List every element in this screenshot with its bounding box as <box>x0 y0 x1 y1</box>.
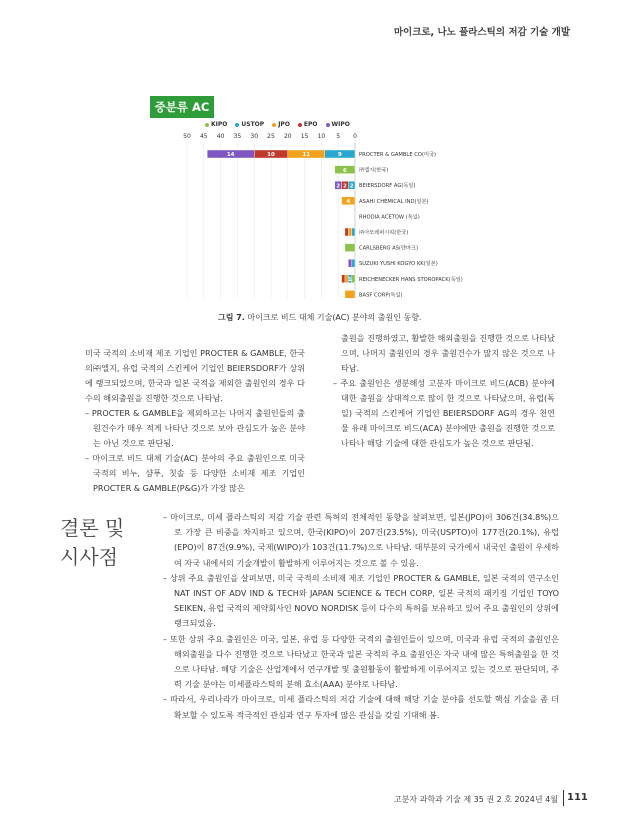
bar-segment <box>348 228 351 236</box>
bar-value-label: 2 <box>343 183 347 190</box>
bar-segment <box>352 259 355 267</box>
legend-label: USTOP <box>241 121 265 128</box>
applicant-label: SUZUKI YUSHI KOGYO KK(일본) <box>359 261 438 268</box>
bar-value-label: 2 <box>349 183 354 190</box>
applicant-label: BEIERSDORF AG(독일) <box>359 183 416 190</box>
figure-caption-text: 마이크로 비드 대체 기술(AC) 분야의 출원인 동향. <box>247 313 422 322</box>
footer-journal: 고분자 과학과 기술 제 35 권 2 호 2024년 4월 <box>393 795 558 804</box>
applicant-label: RHODIA ACETOW (독일) <box>359 214 420 221</box>
bar-value-label: 14 <box>226 152 235 159</box>
applicant-bar-chart <box>175 128 465 298</box>
axis-tick-label: 40 <box>216 133 225 140</box>
bar-value-label: 4 <box>346 199 351 205</box>
page-number: 111 <box>567 792 588 803</box>
section-title-line: 결론 및 <box>60 516 125 540</box>
figure-badge: 중분류 AC <box>150 96 214 118</box>
applicant-label: ASAHI CHEMICAL IND(일본) <box>359 198 429 205</box>
axis-tick-label: 45 <box>199 133 208 140</box>
right-text-column <box>333 331 555 451</box>
bar-value-label: 10 <box>267 152 275 159</box>
legend-label: EPO <box>303 121 318 128</box>
bar-segment <box>348 259 351 267</box>
legend-item <box>298 121 318 128</box>
paragraph: 미국 국적의 소비재 제조 기업인 PROCTER & GAMBLE, 한국의㈜엘지, 유럽 국적의 스킨케어 기업인 BEIERSDORF가 상위에 랭크되었으며, 한국과 일본 국적을 제외한 출원인의 경우 다수의 해외출원을 진행한 것으로 나타남. <box>85 348 305 403</box>
bar-value-label: 6 <box>343 167 347 174</box>
axis-tick-label: 10 <box>317 133 326 140</box>
legend-item <box>272 121 290 128</box>
bar-value-label: 9 <box>337 152 342 159</box>
left-text-column <box>85 346 305 496</box>
bar-value-label: 2 <box>336 183 341 190</box>
legend-dot-icon <box>298 123 302 127</box>
applicant-label: REICHENECKER HANS STOROPACK(독일) <box>359 276 463 283</box>
applicant-label: PROCTER & GAMBLE CO(미국) <box>359 152 437 158</box>
legend-dot-icon <box>326 123 330 127</box>
section-title <box>60 514 124 572</box>
bar-segment <box>352 275 355 283</box>
figure-caption <box>218 312 421 323</box>
bar-segment <box>342 275 345 283</box>
applicant-label: BASF CORP(독일) <box>359 292 403 298</box>
bar-segment <box>345 244 355 252</box>
legend-dot-icon <box>272 123 276 127</box>
conclusion-text <box>163 510 559 723</box>
conclusion-bullet: – 따라서, 우리나라가 마이크로, 미세 플라스틱의 저감 기술에 대해 해당 기술 분야를 선도할 핵심 기술을 좀 더 확보할 수 있도록 적극적인 관심과 연구 투자에 많은 관심을 갖길 기대해 봄. <box>163 694 559 720</box>
legend-dot-icon <box>235 123 239 127</box>
applicant-label: ㈜엘지(한국) <box>359 167 389 174</box>
conclusion-bullet: – 또한 상위 주요 출원인은 미국, 일본, 유럽 등 다양한 국적의 출원인들이 있으며, 미국과 유럽 국적의 출원인은 해외출원을 다수 진행한 것으로 나타났고 한국과 일본 국적의 주요 출원인은 자국 내에 많은 특허출원을 한 것으로 나타남. 해당 기술은 산업계에서 연구개발 및 출원활동이 활발하게 이루어지고 있는 것으로 판단되며, 주력 기술 분야는 미세플라스틱의 분해 효소(AAA) 분야로 나타남. <box>163 633 559 690</box>
paragraph: 출원을 진행하였고, 활발한 해외출원을 진행한 것으로 나타났으며, 나머지 출원인의 경우 출원건수가 많지 않은 것으로 나타남. <box>341 333 555 373</box>
axis-tick-label: 35 <box>233 133 242 140</box>
legend-item <box>326 121 350 128</box>
axis-tick-label: 30 <box>250 133 259 140</box>
section-title-line: 시사점 <box>60 545 118 569</box>
bar-segment <box>352 228 355 236</box>
bar-segment <box>345 290 355 298</box>
axis-tick-label: 15 <box>300 133 309 140</box>
applicant-label: ㈜아모레퍼시픽(한국) <box>359 230 409 236</box>
legend-label: WIPO <box>331 121 350 128</box>
applicant-label: CARLSBERG AS(덴마크) <box>359 245 418 252</box>
axis-tick-label: 25 <box>267 133 275 140</box>
axis-tick-label: 50 <box>183 133 191 140</box>
running-header: 마이크로, 나노 플라스틱의 저감 기술 개발 <box>393 27 570 38</box>
axis-tick-label: 5 <box>336 133 341 140</box>
bullet-paragraph: – 주요 출원인은 생분해성 고분자 마이크로 비드(ACB) 분야에 대한 출원을 상대적으로 많이 한 것으로 나타났으며, 유럽(독일) 국적의 스킨케어 기업인 BEIERSDORF AG의 경우 천연물 유래 마이크로 비드(ACA) 분야에만 출원을 진행한 것으로 나타나 해당 기술에 대한 관심도가 높은 것으로 판단됨. <box>333 378 555 448</box>
bar-value-label: 11 <box>302 152 311 159</box>
legend-label: JPO <box>278 121 290 128</box>
figure-caption-label: 그림 7. <box>218 313 245 322</box>
legend-dot-icon <box>205 123 209 127</box>
legend-item <box>205 121 227 128</box>
legend-label: KIPO <box>211 121 228 128</box>
conclusion-bullet: – 상위 주요 출원인을 살펴보면, 미국 국적의 소비재 제조 기업인 PROCTER & GAMBLE, 일본 국적의 연구소인 NAT INST OF ADV IND & TECH와 JAPAN SCIENCE & TECH CORP, 일본 국적의 패키징 기업인 TOYO SEIKEN, 유럽 국적의 제약회사인 NOVO NORDISK 등이 다수의 특허를 보유하고 있어 주요 출원인의 상위에 랭크되었음. <box>163 572 559 629</box>
bar-value-label: 1 <box>348 277 352 283</box>
legend-item <box>235 121 264 128</box>
axis-tick-label: 20 <box>283 133 292 140</box>
axis-tick-label: 0 <box>353 133 357 140</box>
footer-divider <box>563 790 564 806</box>
conclusion-bullet: – 마이크로, 미세 플라스틱의 저감 기술 관련 특허의 전체적인 동향을 살펴보면, 일본(JPO)이 306건(34.8%)으로 가장 큰 비중을 차지하고 있으며, 한국(KIPO)이 207건(23.5%), 미국(USPTO)이 177건(20.1%), 유럽(EPO)이 87건(9.9%), 국제(WIPO)가 103건(11.7%)으로 나타남. 대부분의 국가에서 내국인 출원이 우세하여 자국 내에서의 기술개발이 활발하게 이루어지는 것으로 볼 수 있음. <box>163 512 559 568</box>
bar-segment <box>345 228 348 236</box>
bullet-paragraph: – PROCTER & GAMBLE을 제외하고는 나머지 출원인들의 출원건수가 매우 적게 나타난 것으로 보아 관심도가 높은 분야는 아닌 것으로 판단됨. <box>85 408 305 448</box>
chart-legend <box>205 121 350 128</box>
bullet-paragraph: – 마이크로 비드 대체 기술(AC) 분야의 주요 출원인으로 미국 국적의 비누, 샴푸, 칫솔 등 다양한 소비재 제조 기업인 PROCTER & GAMBLE(P&G)가 가장 많은 <box>85 453 305 493</box>
